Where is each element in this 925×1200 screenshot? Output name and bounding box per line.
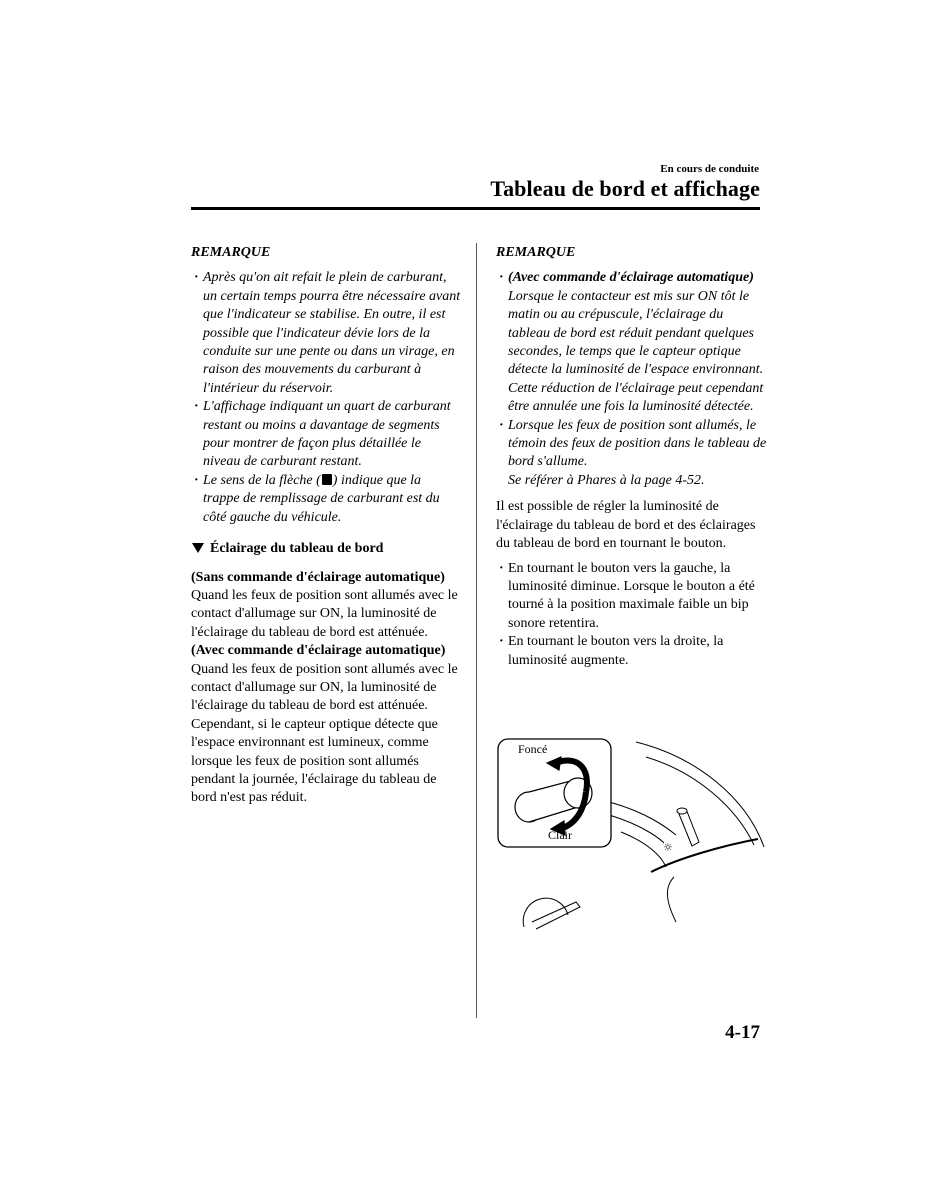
note-text: · Lorsque les feux de position sont allumés, le témoin des feux de position dans le tableau de bord s'allume. (508, 417, 767, 470)
left-column (191, 244, 461, 808)
page-title: Tableau de bord et affichage (490, 176, 760, 201)
sans-heading: (Sans commande d'éclairage automatique) (191, 569, 445, 585)
note-text: ) indique que la trappe de remplissage de carburant est du côté gauche du véhicule. (203, 472, 440, 525)
note-item (191, 472, 461, 527)
sans-text: Quand les feux de position sont allumés avec le contact d'allumage sur ON, la luminosité de l'éclairage du tableau de bord est atténuée. (191, 587, 458, 640)
body-list-item: · En tournant le bouton vers la droite, la luminosité augmente. (496, 633, 768, 670)
note-subheading: · (Avec commande d'éclairage automatique) (508, 270, 754, 286)
note-heading: REMARQUE (496, 245, 576, 260)
avec-text: Quand les feux de position sont allumés avec le contact d'allumage sur ON, la luminosité de l'éclairage du tableau de bord est atténuée. Cependant, si le capteur optique détecte que l'espace environnant est lumineux, comme lorsque les feux de position sont allumés pendant la journée, l'éclairage du tableau de bord n'est pas réduit. (191, 661, 458, 806)
subsection-heading (191, 540, 461, 558)
note-list (191, 269, 461, 527)
header-rule (191, 207, 760, 210)
dashboard-light-icon: ☼ (663, 841, 673, 854)
note-item: · Après qu'on ait refait le plein de carburant, un certain temps pourra être nécessaire avant que l'indicateur se stabilise. En outre, il est possible que l'indicateur dévie lors de la conduite sur une pente ou dans un virage, en raison des mouvements du carburant à l'intérieur du réservoir. (191, 269, 461, 398)
body-list (496, 560, 768, 670)
note-text: Lorsque le contacteur est mis sur ON tôt le matin ou au crépuscule, l'éclairage du tableau de bord est réduit pendant quelques secondes, le temps que le capteur optique détecte la luminosité de l'espace environnant. Cette réduction de l'éclairage peut cependant être annulée une fois la luminosité détectée. (508, 288, 764, 415)
right-column (496, 244, 768, 670)
note-reference: Se référer à Phares à la page 4-52. (508, 472, 705, 488)
subsection-title: Éclairage du tableau de bord (210, 541, 384, 557)
body-list-item: · En tournant le bouton vers la gauche, la luminosité diminue. Lorsque le bouton a été tourné à la position maximale faible un bip sonore retentira. (496, 560, 768, 634)
note-text: Le sens de la flèche ( (203, 472, 321, 488)
triangle-marker-icon (192, 543, 204, 553)
note-list (496, 269, 768, 490)
fuel-door-arrow-icon (322, 474, 332, 485)
label-light: Clair (548, 828, 572, 842)
page-number: 4-17 (725, 1022, 760, 1043)
label-dark: Foncé (518, 742, 548, 756)
avec-heading: (Avec commande d'éclairage automatique) (191, 643, 446, 659)
column-divider (476, 243, 477, 1018)
dimmer-knob-illustration (496, 737, 770, 937)
note-item (496, 417, 768, 491)
section-label: En cours de conduite (660, 163, 759, 175)
note-item: · L'affichage indiquant un quart de carburant restant ou moins a davantage de segments pour montrer de façon plus détaillée le niveau de carburant restant. (191, 398, 461, 472)
body-paragraph: Il est possible de régler la luminosité de l'éclairage du tableau de bord et des éclairages du tableau de bord en tournant le bouton. (496, 499, 756, 552)
note-item (496, 269, 768, 416)
note-heading: REMARQUE (191, 245, 271, 260)
